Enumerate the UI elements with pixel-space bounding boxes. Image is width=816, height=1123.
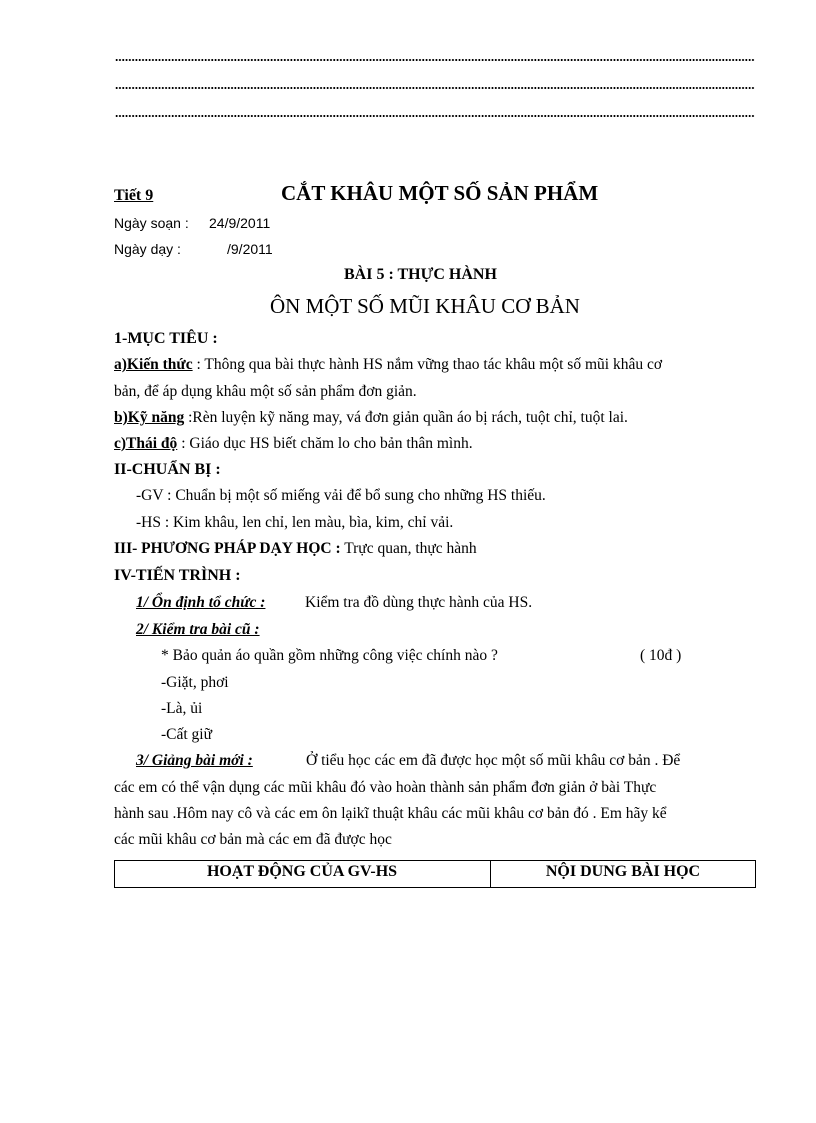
answer-1: -Giặt, phơi	[161, 674, 229, 691]
kiem-tra-label: 2/ Kiểm tra bài cũ :	[136, 621, 260, 638]
giang-bai-line1: Ở tiểu học các em đã được học một số mũi khâu cơ bản . Để	[306, 752, 681, 769]
ngay-soan-label: Ngày soạn :	[114, 215, 189, 231]
thai-do-text: : Giáo dục HS biết chăm lo cho bản thân mình.	[177, 435, 473, 452]
tiet-label: Tiết 9	[114, 187, 154, 204]
kien-thuc-line2: bản, để áp dụng khâu một số sản phẩm đơn giản.	[114, 383, 417, 400]
dotted-line-2	[115, 87, 755, 89]
kien-thuc-text: : Thông qua bài thực hành HS nắm vững thao tác khâu một số mũi khâu cơ	[192, 356, 663, 373]
on-dinh-text: Kiểm tra đồ dùng thực hành của HS.	[305, 594, 533, 611]
chuan-bi-heading: II-CHUẨN BỊ :	[114, 461, 221, 478]
kien-thuc-label: a)Kiến thức	[114, 356, 193, 373]
answer-3: -Cất giữ	[161, 726, 213, 743]
page-title: CẮT KHÂU MỘT SỐ SẢN PHẨM	[281, 181, 599, 205]
kiem-tra-score: ( 10đ )	[640, 647, 682, 664]
muc-tieu-heading: 1-MỤC TIÊU :	[114, 330, 218, 347]
lesson-subtitle: ÔN MỘT SỐ MŨI KHÂU CƠ BẢN	[270, 294, 580, 318]
ky-nang-line	[114, 409, 628, 427]
kiem-tra-question: * Bảo quản áo quần gồm những công việc chính nào ?	[161, 647, 498, 664]
dotted-line-3	[115, 115, 755, 117]
phuong-phap-line	[114, 540, 477, 558]
table-header-activities: HOẠT ĐỘNG CỦA GV-HS	[206, 863, 398, 880]
giang-bai-line3: hành sau .Hôm nay cô và các em ôn lạikĩ thuật khâu các mũi khâu cơ bản đó . Em hãy kể	[114, 805, 667, 822]
on-dinh-label: 1/ Ổn định tổ chức :	[136, 594, 266, 611]
dotted-line-1	[115, 59, 755, 61]
ngay-day-label: Ngày dạy :	[114, 241, 181, 257]
chuan-bi-hs: -HS : Kim khâu, len chỉ, len màu, bìa, kim, chỉ vải.	[136, 514, 454, 531]
giang-bai-line4: các mũi khâu cơ bản mà các em đã được học	[114, 831, 392, 848]
ngay-day-value: /9/2011	[227, 241, 273, 257]
tien-trinh-heading: IV-TIẾN TRÌNH :	[114, 567, 241, 584]
giang-bai-label: 3/ Giảng bài mới :	[136, 752, 253, 769]
answer-2: -Là, ủi	[161, 700, 203, 717]
ngay-soan-value: 24/9/2011	[209, 215, 271, 231]
phuong-phap-heading: III- PHƯƠNG PHÁP DẠY HỌC :	[114, 540, 341, 557]
lesson-number: BÀI 5 : THỰC HÀNH	[344, 266, 497, 283]
table-header-content: NỘI DUNG BÀI HỌC	[545, 863, 701, 880]
thai-do-line	[114, 435, 473, 453]
thai-do-label: c)Thái độ	[114, 435, 178, 452]
chuan-bi-gv: -GV : Chuẩn bị một số miếng vải để bổ sung cho những HS thiếu.	[136, 487, 546, 504]
kien-thuc-line1	[114, 356, 662, 374]
ky-nang-text: :Rèn luyện kỹ năng may, vá đơn giản quần áo bị rách, tuột chỉ, tuột lai.	[184, 409, 628, 426]
phuong-phap-text: Trực quan, thực hành	[340, 540, 477, 557]
ky-nang-label: b)Kỹ năng	[114, 409, 185, 426]
giang-bai-line2: các em có thể vận dụng các mũi khâu đó vào hoàn thành sản phẩm đơn giản ở bài Thực	[114, 779, 657, 796]
